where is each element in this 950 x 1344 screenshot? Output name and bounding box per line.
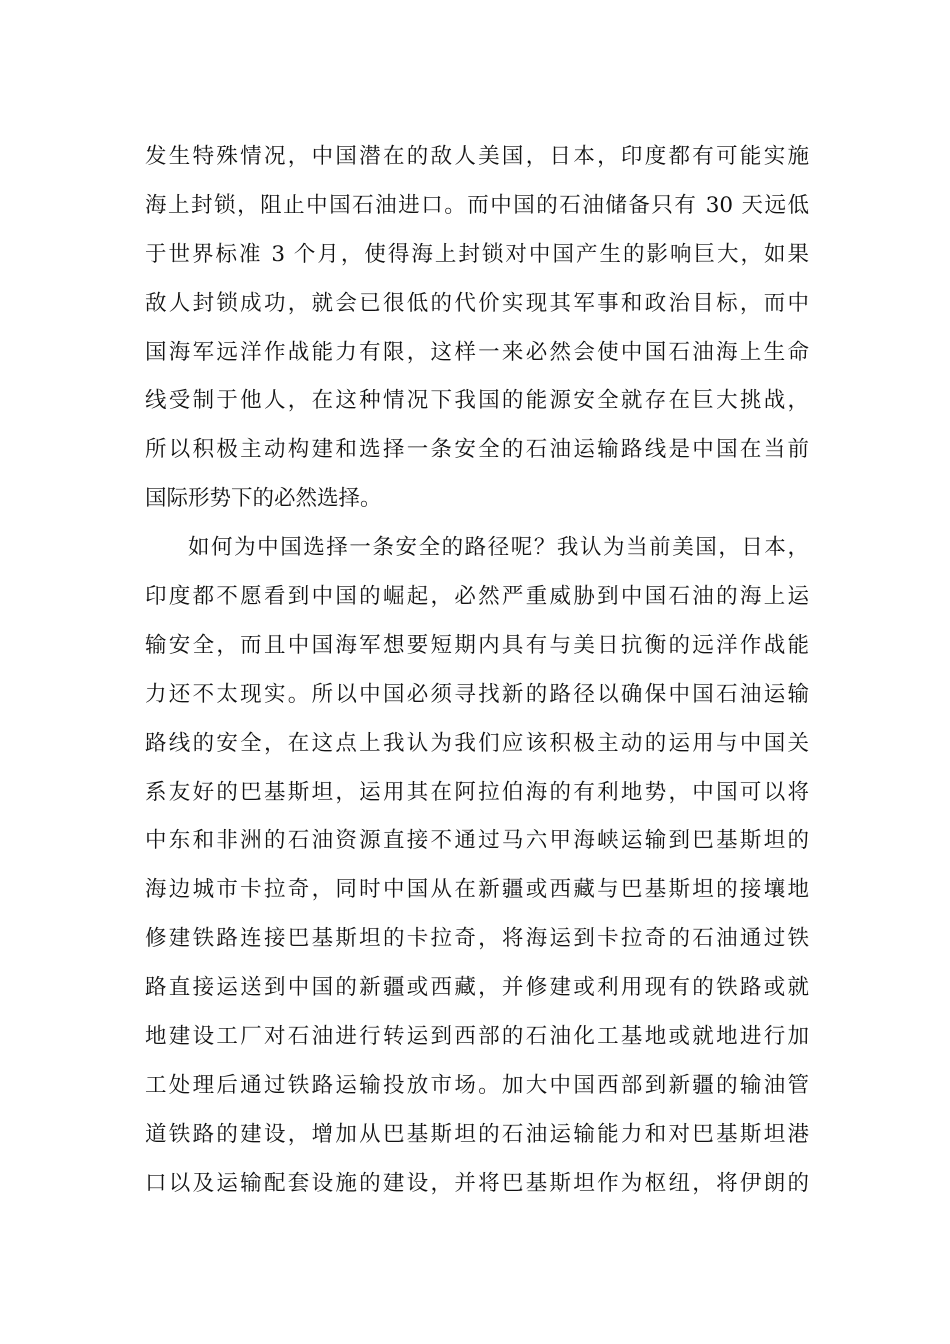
text-line: 力还不太现实。所以中国必须寻找新的路径以确保中国石油运输	[145, 681, 809, 707]
text-line: 海边城市卡拉奇，同时中国从在新疆或西藏与巴基斯坦的接壤地	[145, 877, 809, 903]
text-line: 海上封锁，阻止中国石油进口。而中国的石油储备只有 30 天远低	[145, 192, 809, 218]
text-line: 路直接运送到中国的新疆或西藏，并修建或利用现有的铁路或就	[145, 975, 809, 1001]
text-line: 国海军远洋作战能力有限，这样一来必然会使中国石油海上生命	[145, 339, 809, 365]
body-text	[145, 133, 809, 1209]
text-line: 线受制于他人，在这种情况下我国的能源安全就存在巨大挑战，	[145, 388, 809, 414]
text-line: 输安全，而且中国海军想要短期内具有与美日抗衡的远洋作战能	[145, 632, 809, 658]
text-line: 所以积极主动构建和选择一条安全的石油运输路线是中国在当前	[145, 437, 809, 463]
text-line: 路线的安全，在这点上我认为我们应该积极主动的运用与中国关	[145, 730, 809, 756]
paragraph-1	[145, 133, 809, 524]
text-line: 敌人封锁成功，就会已很低的代价实现其军事和政治目标，而中	[145, 290, 809, 316]
paragraph-2	[145, 524, 809, 1208]
text-line: 系友好的巴基斯坦，运用其在阿拉伯海的有利地势，中国可以将	[145, 779, 809, 805]
text-line: 中东和非洲的石油资源直接不通过马六甲海峡运输到巴基斯坦的	[145, 828, 809, 854]
text-line: 修建铁路连接巴基斯坦的卡拉奇，将海运到卡拉奇的石油通过铁	[145, 926, 809, 952]
text-line: 道铁路的建设，增加从巴基斯坦的石油运输能力和对巴基斯坦港	[145, 1121, 809, 1147]
text-line: 发生特殊情况，中国潜在的敌人美国，日本，印度都有可能实施	[145, 144, 809, 169]
text-line: 口以及运输配套设施的建设，并将巴基斯坦作为枢纽，将伊朗的	[145, 1170, 809, 1196]
text-line: 印度都不愿看到中国的崛起，必然严重威胁到中国石油的海上运	[145, 584, 809, 610]
text-line: 工处理后通过铁路运输投放市场。加大中国西部到新疆的输油管	[145, 1072, 809, 1098]
text-line: 地建设工厂对石油进行转运到西部的石油化工基地或就地进行加	[145, 1024, 809, 1050]
text-line: 于世界标准 3 个月，使得海上封锁对中国产生的影响巨大，如果	[145, 241, 809, 267]
text-line: 如何为中国选择一条安全的路径呢？我认为当前美国，日本，	[188, 535, 809, 561]
text-line: 国际形势下的必然选择。	[145, 486, 382, 512]
